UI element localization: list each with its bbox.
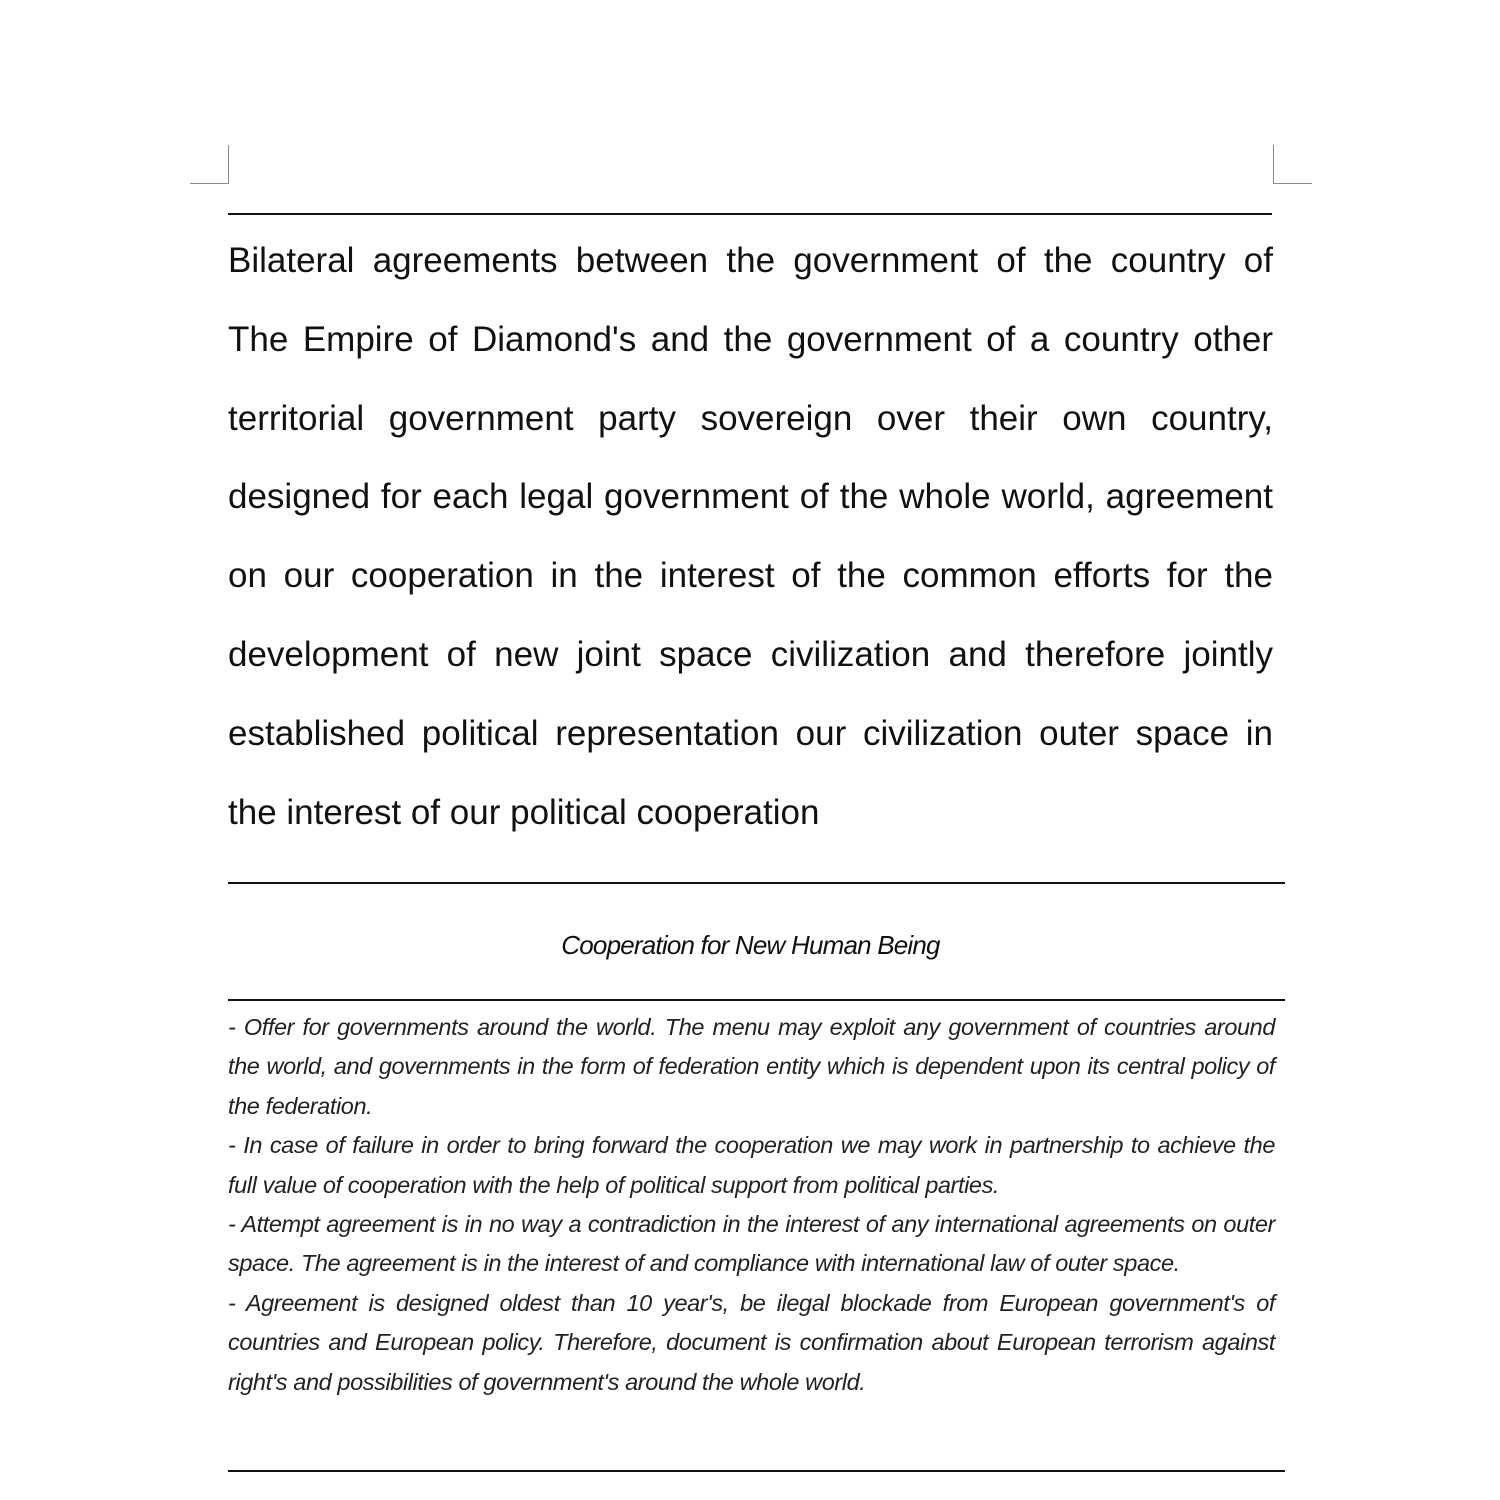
note-item: - Attempt agreement is in no way a contradiction in the interest of any international agreements on outer space. The agreement is in the interest of and compliance with international law of outer space.	[228, 1211, 1275, 1277]
bottom-divider	[228, 1470, 1285, 1472]
subtitle-divider	[228, 999, 1285, 1001]
main-paragraph: Bilateral agreements between the government of the country of The Empire of Diamond's and the government of a country other territorial government party sovereign over their own country, designed for each legal government of the whole world, agreement on our cooperation in the interest of the common efforts for the development of new joint space civilization and therefore jointly established political representation our civilization outer space in the interest of our political cooperation	[228, 241, 1273, 832]
margin-corner-mark-left	[190, 145, 229, 184]
middle-divider	[228, 882, 1285, 884]
note-item: - Offer for governments around the world. The menu may exploit any government of countries around the world, and governments in the form of federation entity which is dependent upon its central policy of the federation.	[228, 1014, 1275, 1119]
notes-list	[228, 1008, 1275, 1402]
note-item: - In case of failure in order to bring forward the cooperation we may work in partnership to achieve the full value of cooperation with the help of political support from political parties.	[228, 1132, 1275, 1198]
top-divider	[228, 213, 1272, 215]
margin-corner-mark-right	[1273, 145, 1312, 184]
note-item: - Agreement is designed oldest than 10 year's, be ilegal blockade from European government's of countries and European policy. Therefore, document is confirmation about European terrorism against right's and possibilities of government's around the whole world.	[228, 1289, 1275, 1395]
section-subtitle: Cooperation for New Human Being	[561, 930, 940, 960]
